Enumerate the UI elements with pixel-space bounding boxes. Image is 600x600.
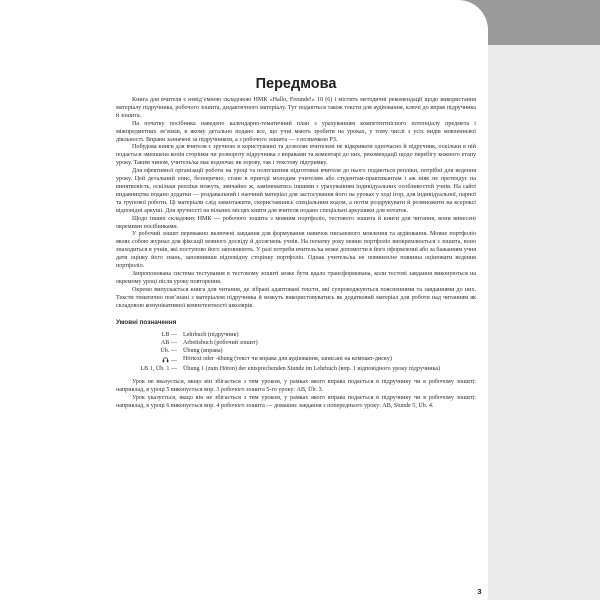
paragraph: Для ефективної організації роботи на уроці та полегшення підготовки вчителя до нього подаються репліки, потрібні для ведення уроку. Цей детальний опис, безперечно, стане в пригоді молодим учителям або студентам-практикантам і аж ніяк не претендує на винятковість, оскільки репліки можуть, звичайно ж, замінюватись іншими з урахуванням індивідуальних особливостей учнів. На сайті видавництва подано додатки — роздавальний і наочний матеріал для застосування його на уроках у ході ігор, для індивідуальної, парної та групової роботи. Ці матеріали слід завантажити, скориставшись спеціальним кодом, а потім роздрукувати й розмножити на ксероксі відповідні аркуші. Для зручності на вільних місцях книги для вчителя подано спеціальні аркушики для нотаток. xyxy=(116,168,476,214)
page-number: 3 xyxy=(471,584,488,600)
footer-paragraph: Урок не вказується, якщо він збігається з тим уроком, у рамках якого вправа подається в підручнику чи в робочому зошиті: наприклад, в уроці 5 виконується впр. 3 робочого зошита 5-го уроку: AB, Üb. 3. xyxy=(116,379,476,393)
headphones-icon xyxy=(162,356,169,363)
legend-desc: Lehrbuch (підручник) xyxy=(183,332,239,339)
legend-item xyxy=(116,332,476,340)
paragraph: Запропонована система тестування в тестовому зошиті може бути вдало трансформована, коли тестові завдання виконуються на окремому уроці після уроку повторення. xyxy=(116,270,476,285)
paragraph: Книга для вчителя є невід’ємною складовою НМК «Hallo, Freunde!» 10 (6) і містить методичні рекомендації щодо використання матеріалу підручника, робочого зошита, дидактичного матеріалу. Тут подаються також тексти для аудіювання, ключі до вправ підручника й зошита. xyxy=(116,97,476,119)
legend-desc: Übung (вправа) xyxy=(183,348,223,355)
legend-desc: Arbeitsbuch (робочий зошит) xyxy=(183,340,258,347)
paragraph: Побудова книги для вчителя є зручною в користуванні та дозволяє вчителеві не відкривати одночасно й підручник, оскільки в ній подається зменшена копія сторінки чи розвороту підручника з вправами та коментарі до них, рекомендації щодо перебігу кожного етапу уроку. Таким чином, учитель/ка має водночас як зорову, так і текстову підтримку. xyxy=(116,144,476,167)
legend-item xyxy=(116,348,476,356)
footer-paragraph: Урок указується, якщо він не збігається з тим уроком, у рамках якого вправа подається в підручнику чи в робочому зошиті: наприклад, в уроці 6 виконується впр. 4 робочого зошита — домашнє завдання з попереднього уроку: AB, Stunde 5, Üb. 4. xyxy=(116,394,476,409)
page-edge xyxy=(488,0,600,600)
legend-heading: Умовні позначення xyxy=(116,319,177,327)
page-title: Передмова xyxy=(255,76,337,92)
legend-key: AB — xyxy=(160,340,177,347)
legend-item xyxy=(116,356,476,366)
legend-desc: Hörtext oder -übung (текст чи вправа для аудіювання, записані на компакт-диску) xyxy=(183,356,392,363)
paragraph: Окремо випускається книга для читання, де зібрані адаптовані тексти, які супроводжуються поясненнями та завданнями до них. Тексти тематично пов’язані з матеріалом підручника й можуть використовуватись як додатковий матеріал для роботи над читанням як складовою комунікативної компетентності школярів. xyxy=(116,286,476,309)
legend-item xyxy=(116,366,476,374)
legend-key: LB 1, Üb. 1 — xyxy=(140,366,177,373)
paragraph: На початку посібника наведено календарно-тематичний план з урахуванням компетентнісного потенціалу предмета і міжпредметних зв’язків, в якому детально подано все, що учні мають зробити на уроках, у тому числі з усіх видів мовленнєвої діяльності. Вправи зазначені за підручником, а з робочого зошита — з позначкою РЗ. xyxy=(116,120,476,143)
paragraph: У робочий зошит переважно включені завдання для формування навичок письмового мовлення та аудіювання. Мовне портфоліо являє собою журнал для фіксації мовного досвіду й досягнень учнів. На початку року мовне портфоліо виокремлюється з зошита, воно знаходиться в учнів, які поступово його заповнюють. У разі потреби вчитель/ка може допомогти в його оформленні або за бажанням учня дати оцінку його знань, заповнивши відповідну сторінку портфоліо. Однак учитель/ка не повинен/не повинна оцінювати ведення портфоліо. xyxy=(116,231,476,270)
legend-key: Üb. — xyxy=(160,348,177,355)
paragraph: Щодо інших складових НМК — робочого зошита з мовним портфоліо, тестового зошита й книги для читання, вони винесені окремими посібниками. xyxy=(116,215,476,230)
legend-key-audio xyxy=(116,356,183,366)
legend-desc: Übung 1 (zum Hören) der entsprechenden Stunde im Lehrbuch (впр. 1 відповідного уроку підручника) xyxy=(183,366,441,373)
legend-key: LB — xyxy=(161,332,177,339)
legend-key-text: — xyxy=(170,358,177,365)
content xyxy=(116,76,476,411)
legend-list xyxy=(116,332,476,374)
